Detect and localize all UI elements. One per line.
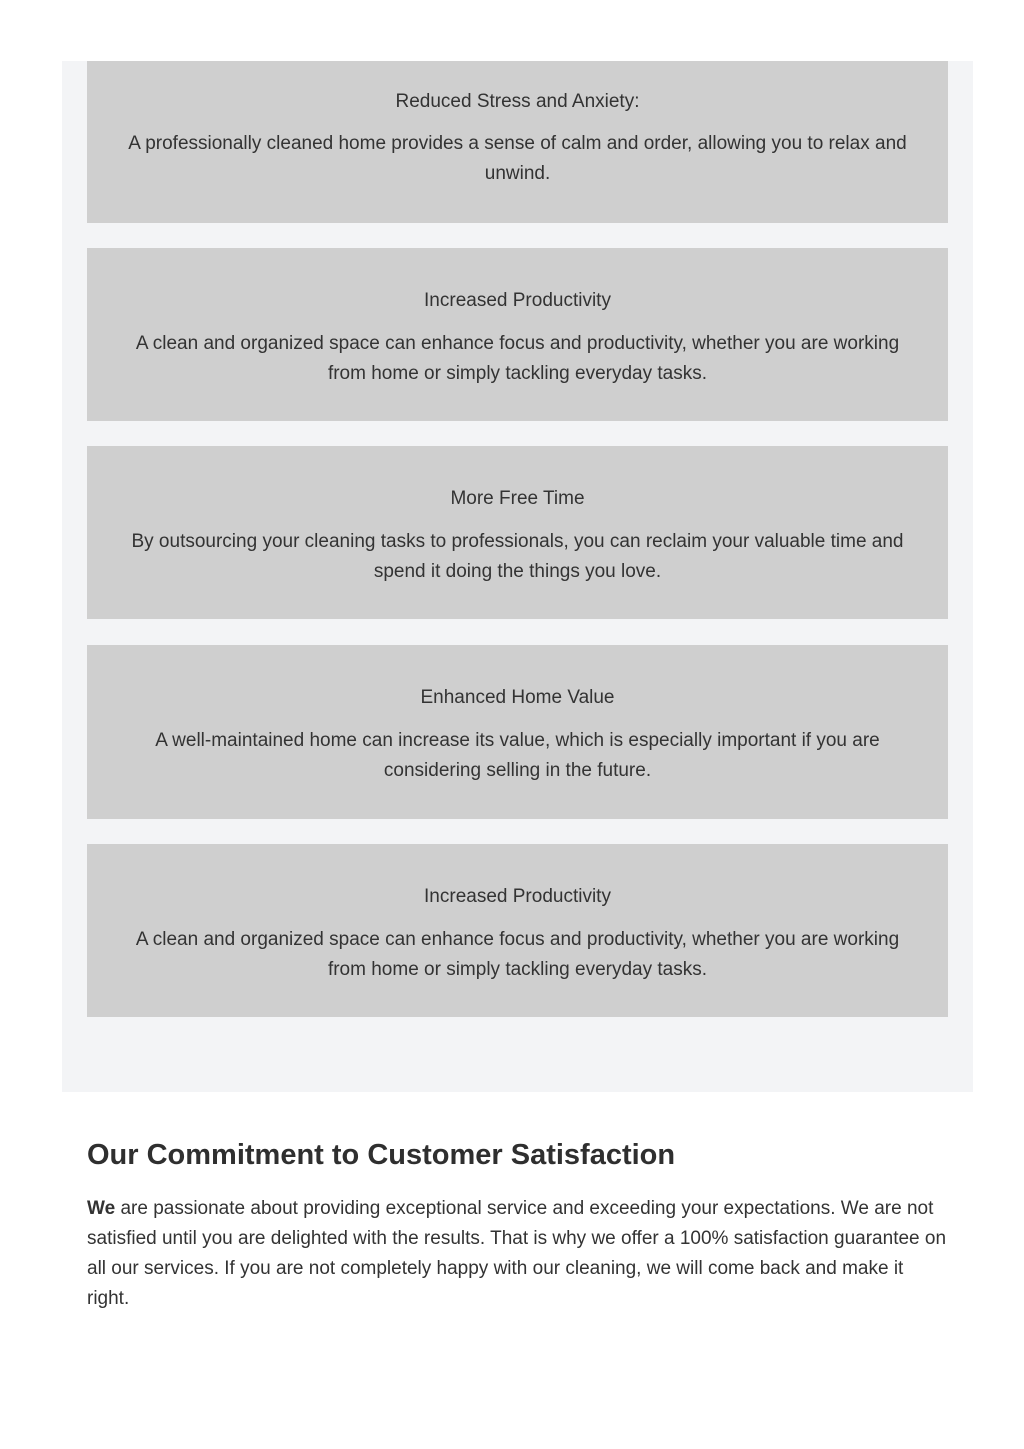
benefit-title: Increased Productivity xyxy=(424,290,611,311)
benefit-title: Reduced Stress and Anxiety: xyxy=(395,91,640,112)
benefit-card-increased-productivity xyxy=(87,248,948,421)
benefit-card-more-free-time xyxy=(87,446,948,619)
benefit-title: Enhanced Home Value xyxy=(420,687,615,708)
benefit-description: A clean and organized space can enhance focus and productivity, whether you are working from home or simply tackling everyday tasks. xyxy=(135,929,900,980)
benefit-card-increased-productivity-repeat xyxy=(87,844,948,1017)
commitment-body-text: are passionate about providing exceptional service and exceeding your expectations. We are not satisfied until you are delighted with the results. That is why we offer a 100% satisfaction guarantee on all our services. If you are not completely happy with our cleaning, we will come back and make it right. xyxy=(87,1198,947,1309)
benefit-card-reduced-stress xyxy=(87,61,948,223)
commitment-section xyxy=(87,1136,949,1314)
benefit-description: A clean and organized space can enhance focus and productivity, whether you are working from home or simply tackling everyday tasks. xyxy=(135,333,900,384)
benefit-description: A well-maintained home can increase its value, which is especially important if you are considering selling in the future. xyxy=(155,730,880,781)
commitment-lead-word: We xyxy=(87,1198,116,1219)
benefit-title: Increased Productivity xyxy=(424,886,611,907)
commitment-paragraph xyxy=(87,1194,949,1314)
benefit-card-enhanced-home-value xyxy=(87,645,948,819)
benefit-description: A professionally cleaned home provides a sense of calm and order, allowing you to relax and unwind. xyxy=(128,133,907,184)
benefit-description: By outsourcing your cleaning tasks to professionals, you can reclaim your valuable time and spend it doing the things you love. xyxy=(131,531,904,582)
benefit-title: More Free Time xyxy=(450,488,585,509)
commitment-heading: Our Commitment to Customer Satisfaction xyxy=(87,1139,676,1171)
benefits-section xyxy=(62,61,973,1092)
